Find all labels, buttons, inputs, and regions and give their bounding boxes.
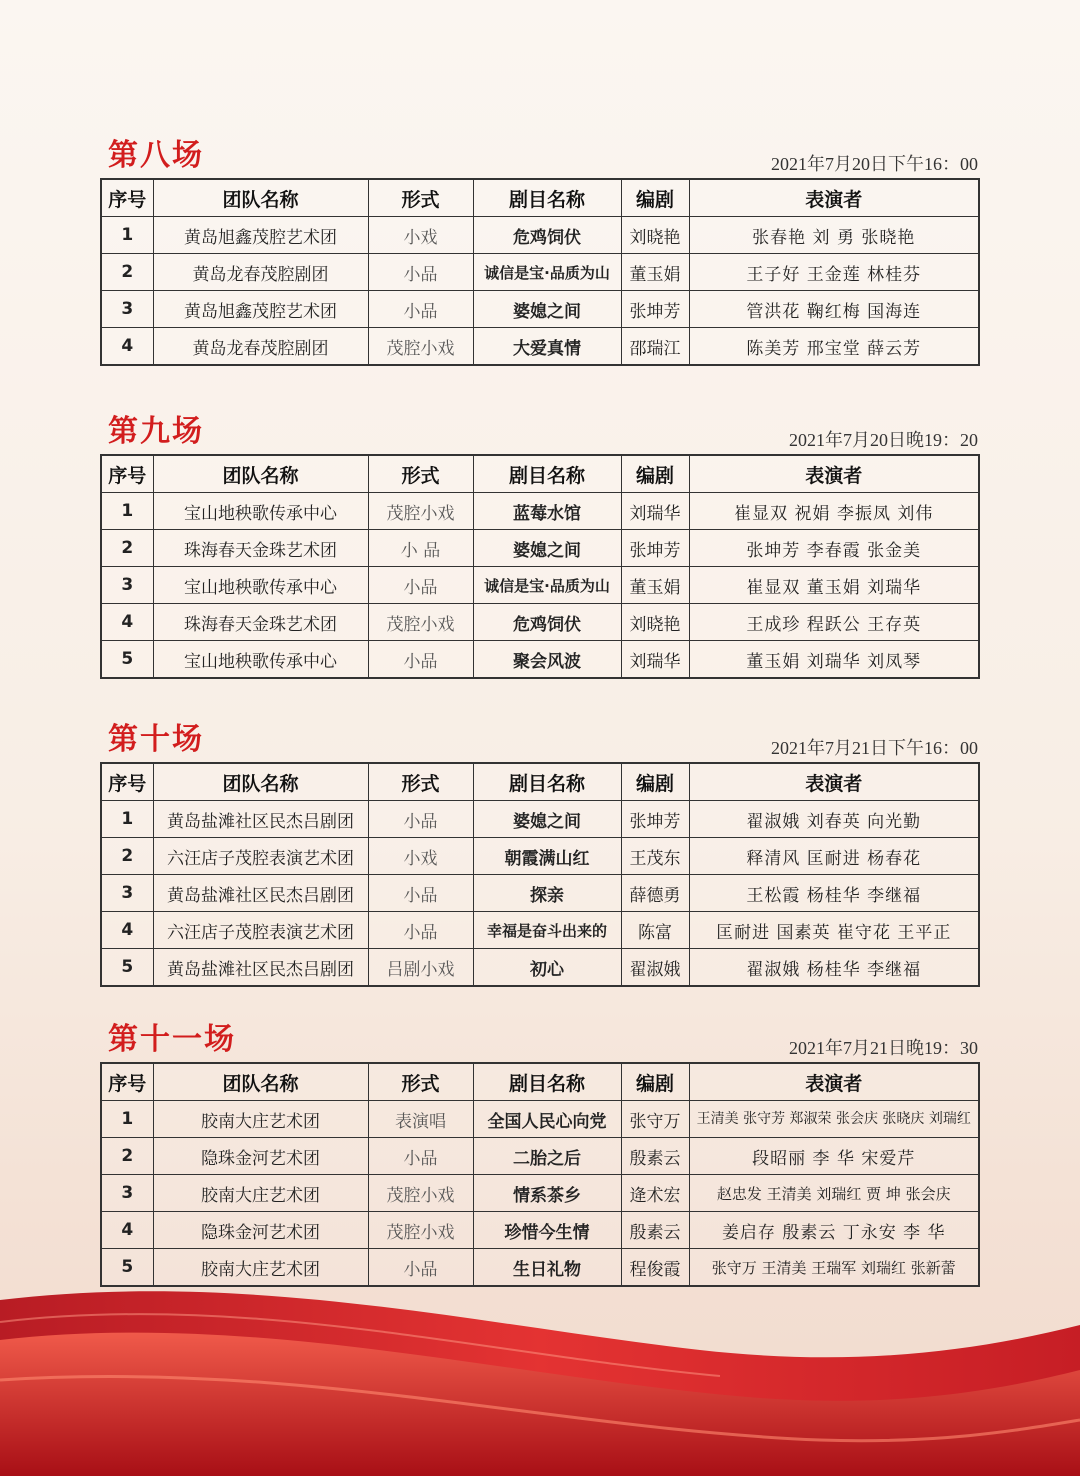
header-performers: 表演者 — [689, 455, 979, 493]
table-row — [101, 875, 979, 912]
cell-no: 3 — [101, 291, 153, 328]
header-writer: 编剧 — [621, 455, 689, 493]
table-row — [101, 604, 979, 641]
cell-no: 5 — [101, 949, 153, 987]
cell-play: 大爱真情 — [473, 328, 621, 366]
cell-play: 婆媳之间 — [473, 291, 621, 328]
cell-performers: 管洪花 鞠红梅 国海连 — [689, 291, 979, 328]
cell-performers: 董玉娟 刘瑞华 刘凤琴 — [689, 641, 979, 679]
cell-writer: 程俊霞 — [621, 1249, 689, 1287]
cell-no: 4 — [101, 328, 153, 366]
schedule-table — [100, 178, 980, 366]
cell-no: 1 — [101, 217, 153, 254]
cell-play: 诚信是宝·品质为山 — [473, 567, 621, 604]
header-no: 序号 — [101, 1063, 153, 1101]
cell-performers: 释清风 匡耐进 杨春花 — [689, 838, 979, 875]
section-time: 2021年7月20日下午16：00 — [771, 154, 978, 174]
cell-team: 黄岛盐滩社区民杰吕剧团 — [153, 949, 368, 987]
cell-writer: 张坤芳 — [621, 530, 689, 567]
cell-performers: 张春艳 刘 勇 张晓艳 — [689, 217, 979, 254]
table-row — [101, 1138, 979, 1175]
table-row — [101, 912, 979, 949]
table-header-row — [101, 1063, 979, 1101]
cell-performers: 张守万 王清美 王瑞军 刘瑞红 张新蕾 — [689, 1249, 979, 1287]
header-writer: 编剧 — [621, 763, 689, 801]
cell-writer: 殷素云 — [621, 1138, 689, 1175]
section-title: 第十一场 — [108, 1022, 236, 1057]
cell-no: 5 — [101, 1249, 153, 1287]
table-row — [101, 493, 979, 530]
table-row — [101, 641, 979, 679]
cell-play: 诚信是宝·品质为山 — [473, 254, 621, 291]
header-performers: 表演者 — [689, 763, 979, 801]
cell-writer: 董玉娟 — [621, 254, 689, 291]
cell-writer: 翟淑娥 — [621, 949, 689, 987]
cell-writer: 邵瑞江 — [621, 328, 689, 366]
header-performers: 表演者 — [689, 179, 979, 217]
header-form: 形式 — [368, 179, 473, 217]
cell-writer: 刘晓艳 — [621, 217, 689, 254]
cell-performers: 陈美芳 邢宝堂 薛云芳 — [689, 328, 979, 366]
cell-writer: 殷素云 — [621, 1212, 689, 1249]
cell-performers: 翟淑娥 刘春英 向光勤 — [689, 801, 979, 838]
cell-play: 危鸡饲伏 — [473, 604, 621, 641]
header-writer: 编剧 — [621, 179, 689, 217]
cell-play: 危鸡饲伏 — [473, 217, 621, 254]
cell-performers: 王松霞 杨桂华 李继福 — [689, 875, 979, 912]
cell-form: 小品 — [368, 1249, 473, 1287]
cell-team: 隐珠金河艺术团 — [153, 1138, 368, 1175]
cell-form: 小品 — [368, 912, 473, 949]
section-title: 第十场 — [108, 722, 204, 757]
cell-form: 小 品 — [368, 530, 473, 567]
table-row — [101, 254, 979, 291]
cell-writer: 薛德勇 — [621, 875, 689, 912]
cell-form: 小品 — [368, 254, 473, 291]
cell-writer: 刘晓艳 — [621, 604, 689, 641]
cell-form: 吕剧小戏 — [368, 949, 473, 987]
cell-form: 小品 — [368, 875, 473, 912]
cell-no: 2 — [101, 530, 153, 567]
cell-team: 珠海春天金珠艺术团 — [153, 530, 368, 567]
cell-team: 珠海春天金珠艺术团 — [153, 604, 368, 641]
table-row — [101, 328, 979, 366]
cell-no: 4 — [101, 604, 153, 641]
cell-play: 蓝莓水馆 — [473, 493, 621, 530]
header-team: 团队名称 — [153, 179, 368, 217]
cell-performers: 赵忠发 王清美 刘瑞红 贾 坤 张会庆 — [689, 1175, 979, 1212]
header-form: 形式 — [368, 1063, 473, 1101]
cell-team: 胶南大庄艺术团 — [153, 1175, 368, 1212]
cell-team: 六汪店子茂腔表演艺术团 — [153, 912, 368, 949]
header-no: 序号 — [101, 763, 153, 801]
header-team: 团队名称 — [153, 1063, 368, 1101]
table-row — [101, 291, 979, 328]
section-title: 第九场 — [108, 414, 204, 449]
cell-form: 小品 — [368, 641, 473, 679]
table-header-row — [101, 179, 979, 217]
cell-form: 小戏 — [368, 217, 473, 254]
header-play: 剧目名称 — [473, 455, 621, 493]
schedule-table — [100, 1062, 980, 1287]
cell-writer: 张坤芳 — [621, 801, 689, 838]
cell-form: 小品 — [368, 567, 473, 604]
cell-play: 初心 — [473, 949, 621, 987]
schedule-table — [100, 454, 980, 679]
table-row — [101, 1212, 979, 1249]
cell-team: 黄岛龙春茂腔剧团 — [153, 254, 368, 291]
cell-team: 宝山地秧歌传承中心 — [153, 641, 368, 679]
cell-writer: 王茂东 — [621, 838, 689, 875]
table-header-row — [101, 455, 979, 493]
cell-no: 2 — [101, 254, 153, 291]
cell-team: 六汪店子茂腔表演艺术团 — [153, 838, 368, 875]
cell-play: 生日礼物 — [473, 1249, 621, 1287]
cell-team: 胶南大庄艺术团 — [153, 1101, 368, 1138]
cell-no: 1 — [101, 1101, 153, 1138]
section-time: 2021年7月21日晚19：30 — [789, 1038, 978, 1058]
header-performers: 表演者 — [689, 1063, 979, 1101]
cell-performers: 匡耐进 国素英 崔守花 王平正 — [689, 912, 979, 949]
table-row — [101, 1175, 979, 1212]
cell-writer: 刘瑞华 — [621, 493, 689, 530]
cell-writer: 董玉娟 — [621, 567, 689, 604]
cell-performers: 王成珍 程跃公 王存英 — [689, 604, 979, 641]
cell-form: 茂腔小戏 — [368, 604, 473, 641]
cell-team: 胶南大庄艺术团 — [153, 1249, 368, 1287]
cell-writer: 张坤芳 — [621, 291, 689, 328]
cell-team: 隐珠金河艺术团 — [153, 1212, 368, 1249]
cell-performers: 翟淑娥 杨桂华 李继福 — [689, 949, 979, 987]
table-header-row — [101, 763, 979, 801]
cell-play: 珍惜今生情 — [473, 1212, 621, 1249]
cell-performers: 段昭丽 李 华 宋爱芹 — [689, 1138, 979, 1175]
header-play: 剧目名称 — [473, 179, 621, 217]
cell-team: 宝山地秧歌传承中心 — [153, 493, 368, 530]
cell-play: 朝霞满山红 — [473, 838, 621, 875]
table-row — [101, 801, 979, 838]
cell-team: 黄岛盐滩社区民杰吕剧团 — [153, 801, 368, 838]
cell-writer: 逄术宏 — [621, 1175, 689, 1212]
cell-team: 宝山地秧歌传承中心 — [153, 567, 368, 604]
cell-form: 小品 — [368, 291, 473, 328]
cell-no: 1 — [101, 801, 153, 838]
cell-no: 3 — [101, 1175, 153, 1212]
table-row — [101, 530, 979, 567]
cell-performers: 崔显双 董玉娟 刘瑞华 — [689, 567, 979, 604]
cell-no: 1 — [101, 493, 153, 530]
cell-form: 小品 — [368, 801, 473, 838]
table-row — [101, 838, 979, 875]
cell-form: 小戏 — [368, 838, 473, 875]
cell-writer: 刘瑞华 — [621, 641, 689, 679]
cell-performers: 崔显双 祝娟 李振凤 刘伟 — [689, 493, 979, 530]
table-row — [101, 567, 979, 604]
cell-team: 黄岛旭鑫茂腔艺术团 — [153, 217, 368, 254]
cell-play: 婆媳之间 — [473, 530, 621, 567]
section-time: 2021年7月20日晚19：20 — [789, 430, 978, 450]
cell-play: 聚会风波 — [473, 641, 621, 679]
cell-no: 3 — [101, 567, 153, 604]
cell-no: 4 — [101, 912, 153, 949]
cell-form: 茂腔小戏 — [368, 493, 473, 530]
cell-writer: 张守万 — [621, 1101, 689, 1138]
cell-no: 4 — [101, 1212, 153, 1249]
cell-form: 表演唱 — [368, 1101, 473, 1138]
cell-no: 2 — [101, 838, 153, 875]
cell-play: 情系茶乡 — [473, 1175, 621, 1212]
section-title: 第八场 — [108, 138, 204, 173]
header-writer: 编剧 — [621, 1063, 689, 1101]
cell-play: 二胎之后 — [473, 1138, 621, 1175]
cell-writer: 陈富 — [621, 912, 689, 949]
cell-form: 茂腔小戏 — [368, 1175, 473, 1212]
header-form: 形式 — [368, 763, 473, 801]
cell-performers: 姜启存 殷素云 丁永安 李 华 — [689, 1212, 979, 1249]
cell-play: 婆媳之间 — [473, 801, 621, 838]
cell-team: 黄岛旭鑫茂腔艺术团 — [153, 291, 368, 328]
header-play: 剧目名称 — [473, 1063, 621, 1101]
cell-team: 黄岛盐滩社区民杰吕剧团 — [153, 875, 368, 912]
header-form: 形式 — [368, 455, 473, 493]
header-no: 序号 — [101, 179, 153, 217]
header-play: 剧目名称 — [473, 763, 621, 801]
header-team: 团队名称 — [153, 455, 368, 493]
section-time: 2021年7月21日下午16：00 — [771, 738, 978, 758]
schedule-table — [100, 762, 980, 987]
cell-play: 探亲 — [473, 875, 621, 912]
cell-no: 3 — [101, 875, 153, 912]
cell-play: 幸福是奋斗出来的 — [473, 912, 621, 949]
table-row — [101, 1249, 979, 1287]
cell-performers: 张坤芳 李春霞 张金美 — [689, 530, 979, 567]
cell-form: 小品 — [368, 1138, 473, 1175]
cell-performers: 王子好 王金莲 林桂芬 — [689, 254, 979, 291]
cell-no: 2 — [101, 1138, 153, 1175]
header-team: 团队名称 — [153, 763, 368, 801]
cell-form: 茂腔小戏 — [368, 328, 473, 366]
cell-no: 5 — [101, 641, 153, 679]
cell-form: 茂腔小戏 — [368, 1212, 473, 1249]
table-row — [101, 1101, 979, 1138]
cell-performers: 王清美 张守芳 郑淑荣 张会庆 张晓庆 刘瑞红 — [689, 1101, 979, 1138]
table-row — [101, 217, 979, 254]
cell-play: 全国人民心向党 — [473, 1101, 621, 1138]
cell-team: 黄岛龙春茂腔剧团 — [153, 328, 368, 366]
header-no: 序号 — [101, 455, 153, 493]
table-row — [101, 949, 979, 987]
